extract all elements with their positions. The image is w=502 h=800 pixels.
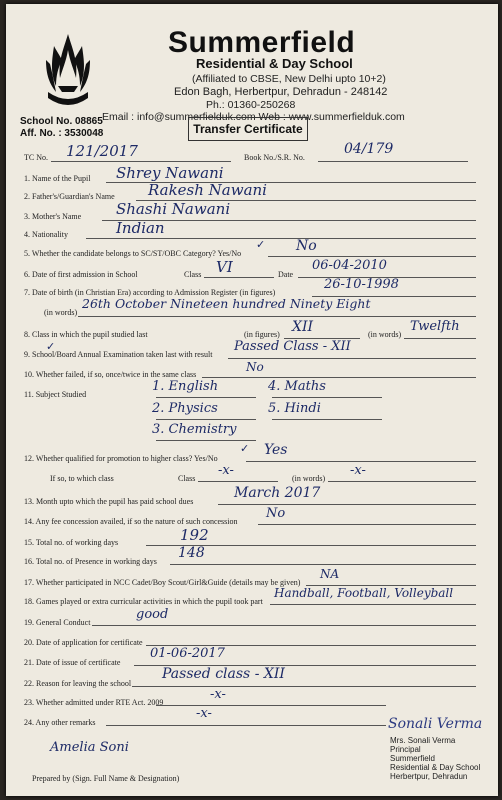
- document-title: Transfer Certificate: [188, 117, 308, 141]
- field-4-label: 4. Nationality: [24, 230, 68, 239]
- field-6-class-label: Class: [184, 270, 202, 279]
- stamp-line: Principal: [390, 745, 421, 754]
- field-6-date-value: 06-04-2010: [312, 258, 387, 273]
- book-no-value: 04/179: [344, 141, 394, 157]
- field-7-words-value: 26th October Nineteen hundred Ninety Eight: [82, 296, 371, 311]
- field-2-label: 2. Father's/Guardian's Name: [24, 192, 115, 201]
- field-8-fig-label: (in figures): [244, 330, 280, 339]
- field-8-words-label: (in words): [368, 330, 402, 339]
- prepared-by-label: Prepared by (Sign. Full Name & Designation): [32, 774, 180, 783]
- affiliation-number: Aff. No. : 3530048: [20, 128, 104, 139]
- field-16-label: 16. Total no. of Presence in working days: [24, 557, 157, 566]
- field-23-rule: [156, 705, 386, 706]
- principal-signature: Sonali Verma: [388, 716, 483, 732]
- field-7-value: 26-10-1998: [324, 277, 399, 292]
- field-24-rule: [106, 725, 386, 726]
- stamp-line: Summerfield: [390, 754, 435, 763]
- field-17-label: 17. Whether participated in NCC Cadet/Boy Scout/Girl&Guide (details may be given): [24, 578, 301, 587]
- book-no-label: Book No./S.R. No.: [244, 153, 305, 162]
- field-19-value: good: [136, 607, 169, 622]
- field-16-value: 148: [178, 545, 205, 561]
- field-3-value: Shashi Nawani: [116, 200, 231, 218]
- school-number: School No. 08865: [20, 116, 103, 127]
- school-name: Summerfield: [168, 26, 356, 59]
- field-18-label: 18. Games played or extra curricular activities in which the pupil took part: [24, 597, 263, 606]
- field-13-value: March 2017: [234, 485, 321, 501]
- field-10-rule: [202, 377, 476, 378]
- school-type: Residential & Day School: [196, 56, 353, 71]
- field-22-value: Passed class - XII: [162, 666, 285, 682]
- field-12b-words-value: -x-: [350, 463, 366, 478]
- field-12-rule: [246, 461, 476, 462]
- field-19-rule: [92, 625, 476, 626]
- field-4-rule: [86, 238, 476, 239]
- field-7-words-label: (in words): [44, 308, 78, 317]
- field-12b-words-label: (in words): [292, 474, 326, 483]
- field-11-label: 11. Subject Studied: [24, 390, 87, 399]
- field-12b-label: If so, to which class: [50, 474, 114, 483]
- field-12-label: 12. Whether qualified for promotion to higher class? Yes/No: [24, 454, 218, 463]
- subject-5-rule: [272, 419, 382, 420]
- field-18-value: Handball, Football, Volleyball: [274, 586, 454, 600]
- field-21-label: 21. Date of issue of certificate: [24, 658, 121, 667]
- field-9-rule: [228, 358, 476, 359]
- field-23-value: -x-: [210, 687, 226, 702]
- field-10-label: 10. Whether failed, if so, once/twice in the same class: [24, 370, 197, 379]
- field-12b-class-rule: [198, 481, 278, 482]
- stamp-line: Mrs. Sonali Verma: [390, 736, 456, 745]
- field-19-label: 19. General Conduct: [24, 618, 91, 627]
- subject-3: 3. Chemistry: [152, 422, 237, 437]
- subject-2-rule: [156, 419, 256, 420]
- field-12b-class-label: Class: [178, 474, 196, 483]
- subject-4-rule: [272, 397, 382, 398]
- field-4-value: Indian: [116, 219, 165, 237]
- field-6-label: 6. Date of first admission in School: [24, 270, 138, 279]
- field-8-label: 8. Class in which the pupil studied last: [24, 330, 148, 339]
- subject-3-rule: [156, 440, 256, 441]
- field-14-rule: [258, 524, 476, 525]
- field-5-value: No: [296, 238, 317, 254]
- prepared-by-signature: Amelia Soni: [50, 740, 129, 755]
- subject-2: 2. Physics: [152, 401, 218, 416]
- field-15-value: 192: [180, 526, 209, 544]
- field-20-label: 20. Date of application for certificate: [24, 638, 143, 647]
- school-number-block: [20, 116, 103, 140]
- field-2-value: Rakesh Nawani: [148, 181, 267, 199]
- field-5-rule: [268, 256, 476, 257]
- checkmark-icon: ✓: [256, 239, 266, 251]
- contact-line: Email : info@summerfielduk.com Web : www.summerfielduk.com: [102, 111, 405, 123]
- field-1-value: Shrey Nawani: [116, 164, 224, 182]
- transfer-certificate: [6, 4, 498, 796]
- tc-no-label: TC No.: [24, 153, 48, 162]
- checkmark-icon: ✓: [240, 443, 250, 455]
- subject-1-rule: [156, 397, 256, 398]
- tc-no-value: 121/2017: [66, 142, 138, 160]
- subject-4: 4. Maths: [268, 379, 326, 394]
- tc-no-rule: [51, 161, 231, 162]
- field-23-label: 23. Whether admitted under RTE Act. 2009: [24, 698, 164, 707]
- field-6-class-rule: [204, 277, 274, 278]
- field-5-label: 5. Whether the candidate belongs to SC/ST/OBC Category? Yes/No: [24, 249, 242, 258]
- subject-1: 1. English: [152, 379, 219, 394]
- field-21-value: 01-06-2017: [150, 646, 225, 661]
- address: Edon Bagh, Herbertpur, Dehradun - 248142: [174, 86, 388, 98]
- field-13-rule: [218, 504, 476, 505]
- field-8-fig-value: XII: [292, 319, 314, 335]
- book-no-rule: [318, 161, 468, 162]
- stamp-line: Residential & Day School: [390, 763, 481, 772]
- subject-5: 5. Hindi: [268, 401, 321, 416]
- field-1-label: 1. Name of the Pupil: [24, 174, 91, 183]
- field-18-rule: [270, 604, 476, 605]
- field-12-value: Yes: [264, 442, 288, 458]
- checkmark-icon: ✓: [46, 341, 56, 353]
- field-10-value: No: [246, 360, 264, 374]
- field-13-label: 13. Month upto which the pupil has paid school dues: [24, 497, 194, 506]
- field-24-value: -x-: [196, 706, 212, 721]
- field-3-label: 3. Mother's Name: [24, 212, 82, 221]
- field-8-words-value: Twelfth: [410, 319, 460, 334]
- school-logo-icon: [38, 30, 98, 114]
- principal-stamp: [390, 736, 480, 781]
- field-14-value: No: [266, 506, 286, 521]
- field-6-class-value: VI: [216, 258, 233, 276]
- field-16-rule: [170, 564, 476, 565]
- field-22-rule: [132, 686, 476, 687]
- field-9-label: 9. School/Board Annual Examination taken last with result: [24, 350, 213, 359]
- field-8-words-rule: [404, 338, 476, 339]
- affiliation: (Affiliated to CBSE, New Delhi upto 10+2): [192, 73, 386, 85]
- field-7-words-rule: [78, 316, 476, 317]
- field-9-value: Passed Class - XII: [234, 339, 351, 354]
- field-6-date-label: Date: [278, 270, 294, 279]
- field-24-label: 24. Any other remarks: [24, 718, 96, 727]
- field-12b-class-value: -x-: [218, 463, 234, 478]
- field-12b-words-rule: [328, 481, 476, 482]
- field-17-value: NA: [320, 567, 340, 581]
- phone: Ph.: 01360-250268: [206, 99, 296, 111]
- field-14-label: 14. Any fee concession availed, if so the nature of such concession: [24, 517, 238, 526]
- field-15-label: 15. Total no. of working days: [24, 538, 119, 547]
- field-22-label: 22. Reason for leaving the school: [24, 679, 132, 688]
- field-7-label: 7. Date of birth (in Christian Era) according to Admission Register (in figures): [24, 288, 276, 297]
- stamp-line: Herbertpur, Dehradun: [390, 772, 468, 781]
